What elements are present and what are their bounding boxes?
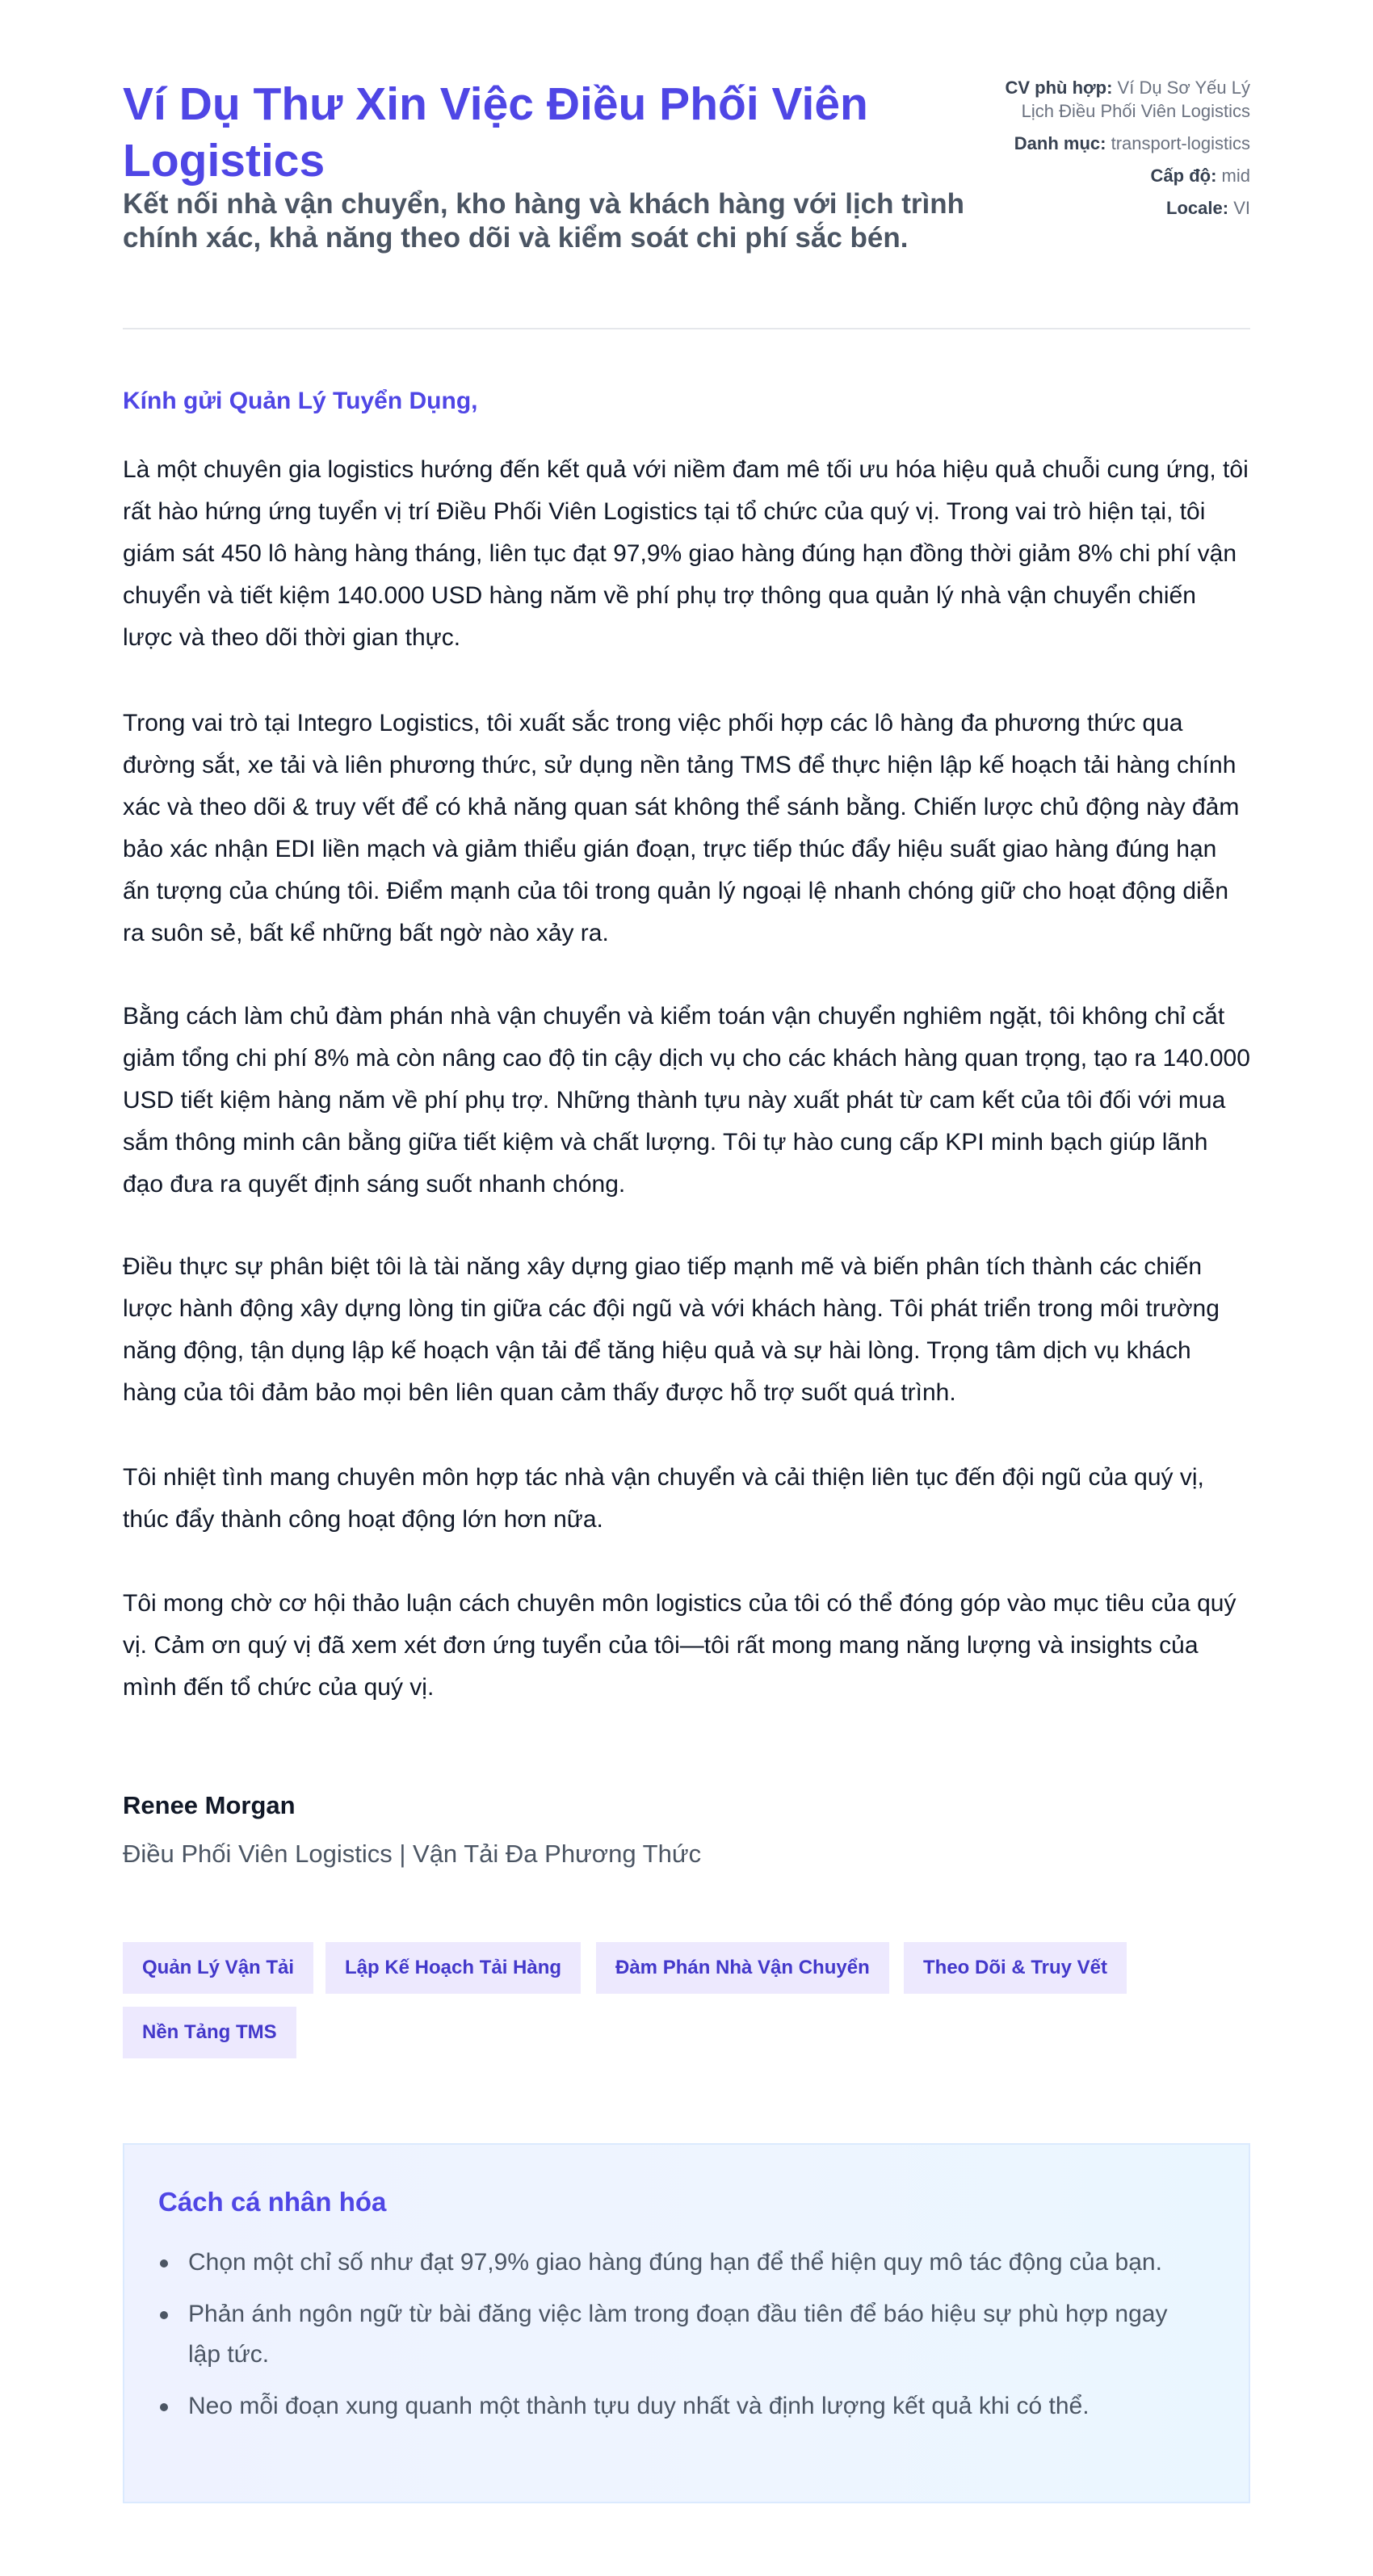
- tips-title: Cách cá nhân hóa: [158, 2187, 387, 2217]
- metadata-category-row: [992, 132, 1250, 155]
- skill-tag: Nền Tảng TMS: [123, 2007, 296, 2058]
- letter-greeting: Kính gửi Quản Lý Tuyển Dụng,: [123, 388, 478, 414]
- metadata-level-row: [992, 164, 1250, 187]
- tip-item: Chọn một chỉ số như đạt 97,9% giao hàng đúng hạn để thể hiện quy mô tác động của bạn.: [158, 2242, 1200, 2283]
- metadata-panel: [992, 76, 1250, 229]
- personalization-tips: [123, 2143, 1250, 2503]
- skill-tag: Theo Dõi & Truy Vết: [904, 1942, 1127, 1994]
- page-subtitle: Kết nối nhà vận chuyển, kho hàng và khách hàng với lịch trình chính xác, khả năng theo dõi và kiểm soát chi phí sắc bén.: [123, 188, 965, 254]
- skill-tag: Lập Kế Hoạch Tải Hàng: [325, 1942, 581, 1994]
- page-header: [123, 76, 1250, 329]
- letter-paragraph-6: Tôi mong chờ cơ hội thảo luận cách chuyên môn logistics của tôi có thể đóng góp vào mục tiêu của quý vị. Cảm ơn quý vị đã xem xét đơn ứng tuyển của tôi—tôi rất mong mang năng lượng và insights của mình đến tổ chức của quý vị.: [123, 1590, 1237, 1701]
- metadata-locale-label: Locale:: [1166, 198, 1229, 218]
- metadata-category-label: Danh mục:: [1014, 133, 1106, 153]
- metadata-locale-value: VI: [1233, 198, 1250, 218]
- metadata-level-value: mid: [1221, 166, 1250, 186]
- letter-paragraph-5: Tôi nhiệt tình mang chuyên môn hợp tác nhà vận chuyển và cải thiện liên tục đến đội ngũ của quý vị, thúc đẩy thành công hoạt động lớn hơn nữa.: [123, 1464, 1204, 1533]
- skill-tag: Quản Lý Vận Tải: [123, 1942, 313, 1994]
- skill-tag: Đàm Phán Nhà Vận Chuyển: [596, 1942, 889, 1994]
- letter-paragraph-2: Trong vai trò tại Integro Logistics, tôi xuất sắc trong việc phối hợp các lô hàng đa phương thức qua đường sắt, xe tải và liên phương thức, sử dụng nền tảng TMS để thực hiện lập kế hoạch tải hàng chính xác và theo dõi & truy vết để có khả năng quan sát không thể sánh bằng. Chiến lược chủ động này đảm bảo xác nhận EDI liền mạch và giảm thiểu gián đoạn, trực tiếp thúc đẩy hiệu suất giao hàng đúng hạn ấn tượng của chúng tôi. Điểm mạnh của tôi trong quản lý ngoại lệ nhanh chóng giữ cho hoạt động diễn ra suôn sẻ, bất kể những bất ngờ nào xảy ra.: [123, 710, 1240, 946]
- letter-paragraph-4: Điều thực sự phân biệt tôi là tài năng xây dựng giao tiếp mạnh mẽ và biến phân tích thành các chiến lược hành động xây dựng lòng tin giữa các đội ngũ và với khách hàng. Tôi phát triển trong môi trường năng động, tận dụng lập kế hoạch vận tải để tăng hiệu quả và sự hài lòng. Trọng tâm dịch vụ khách hàng của tôi đảm bảo mọi bên liên quan cảm thấy được hỗ trợ suốt quá trình.: [123, 1253, 1220, 1406]
- tip-item: Neo mỗi đoạn xung quanh một thành tựu duy nhất và định lượng kết quả khi có thể.: [158, 2386, 1200, 2427]
- metadata-cv-value: Ví Dụ Sơ Yếu Lý Lịch Điều Phối Viên Logistics: [1021, 78, 1250, 121]
- tips-list: [158, 2242, 1200, 2427]
- tip-item: Phản ánh ngôn ngữ từ bài đăng việc làm trong đoạn đầu tiên để báo hiệu sự phù hợp ngay lập tức.: [158, 2294, 1200, 2375]
- page-title: Ví Dụ Thư Xin Việc Điều Phối Viên Logistics: [123, 78, 868, 187]
- letter-paragraph-1: Là một chuyên gia logistics hướng đến kết quả với niềm đam mê tối ưu hóa hiệu quả chuỗi cung ứng, tôi rất hào hứng ứng tuyển vị trí Điều Phối Viên Logistics tại tổ chức của quý vị. Trong vai trò hiện tại, tôi giám sát 450 lô hàng hàng tháng, liên tục đạt 97,9% giao hàng đúng hạn đồng thời giảm 8% chi phí vận chuyển và tiết kiệm 140.000 USD hàng năm về phí phụ trợ thông qua quản lý nhà vận chuyển chiến lược và theo dõi thời gian thực.: [123, 456, 1249, 651]
- metadata-category-value: transport-logistics: [1111, 133, 1250, 153]
- metadata-cv-row: [992, 76, 1250, 123]
- signature-name: Renee Morgan: [123, 1791, 296, 1819]
- metadata-cv-label: CV phù hợp:: [1005, 78, 1113, 98]
- metadata-locale-row: [992, 196, 1250, 220]
- letter-paragraph-3: Bằng cách làm chủ đàm phán nhà vận chuyển và kiểm toán vận chuyển nghiêm ngặt, tôi không chỉ cắt giảm tổng chi phí 8% mà còn nâng cao độ tin cậy dịch vụ cho các khách hàng quan trọng, tạo ra 140.000 USD tiết kiệm hàng năm về phí phụ trợ. Những thành tựu này xuất phát từ cam kết của tôi đối với mua sắm thông minh cân bằng giữa tiết kiệm và chất lượng. Tôi tự hào cung cấp KPI minh bạch giúp lãnh đạo đưa ra quyết định sáng suốt nhanh chóng.: [123, 1003, 1250, 1198]
- signature-title: Điều Phối Viên Logistics | Vận Tải Đa Phương Thức: [123, 1840, 702, 1868]
- metadata-level-label: Cấp độ:: [1150, 166, 1217, 186]
